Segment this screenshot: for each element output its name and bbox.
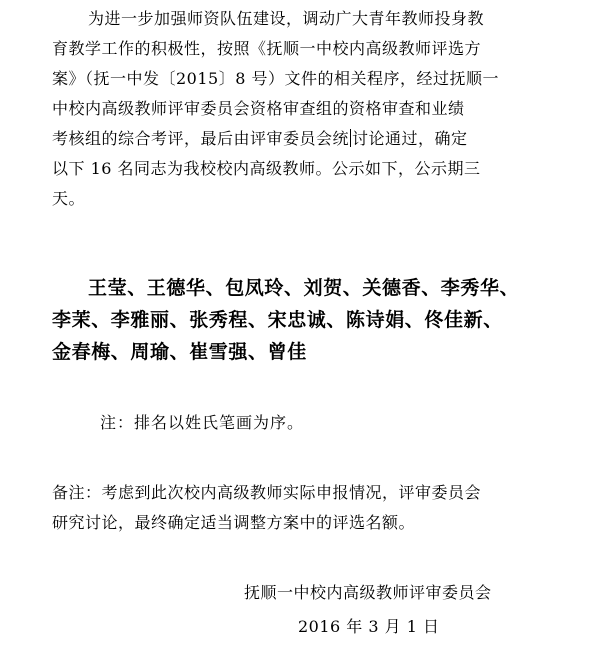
ordering-note: 注：排名以姓氏笔画为序。 <box>100 413 305 432</box>
signature-organization: 抚顺一中校内高级教师评审委员会 <box>244 583 492 602</box>
body-line: 中校内高级教师评审委员会资格审查组的资格审查和业绩 <box>52 99 465 118</box>
names-line: 金春梅、周瑜、崔雪强、曾佳 <box>52 341 307 363</box>
body-line: 育教学工作的积极性，按照《抚顺一中校内高级教师评选方 <box>52 39 482 58</box>
body-line-part: 讨论通过，确定 <box>352 129 468 148</box>
remark-line: 备注：考虑到此次校内高级教师实际申报情况，评审委员会 <box>52 483 482 502</box>
remark-line: 研究讨论，最终确定适当调整方案中的评选名额。 <box>52 513 416 532</box>
names-line: 王莹、王德华、包凤玲、刘贺、关德香、李秀华、 <box>88 277 520 299</box>
body-paragraph <box>52 4 557 214</box>
remark-paragraph <box>52 478 557 538</box>
text-cursor <box>350 129 351 147</box>
body-line-with-cursor <box>52 124 557 154</box>
body-line: 以下 16 名同志为我校校内高级教师。公示如下，公示期三 <box>52 159 481 178</box>
body-line: 案》（抚一中发〔2015〕8 号）文件的相关程序，经过抚顺一 <box>52 69 499 88</box>
body-line: 天。 <box>52 189 86 208</box>
body-line: 为进一步加强师资队伍建设，调动广大青年教师投身教 <box>88 9 485 28</box>
names-line: 李茉、李雅丽、张秀程、宋忠诚、陈诗娟、佟佳新、 <box>52 309 503 331</box>
body-line-part: 考核组的综合考评，最后由评审委员会统 <box>52 129 350 148</box>
teacher-names-list <box>52 272 562 368</box>
signature-date: 2016 年 3 月 1 日 <box>298 617 440 636</box>
